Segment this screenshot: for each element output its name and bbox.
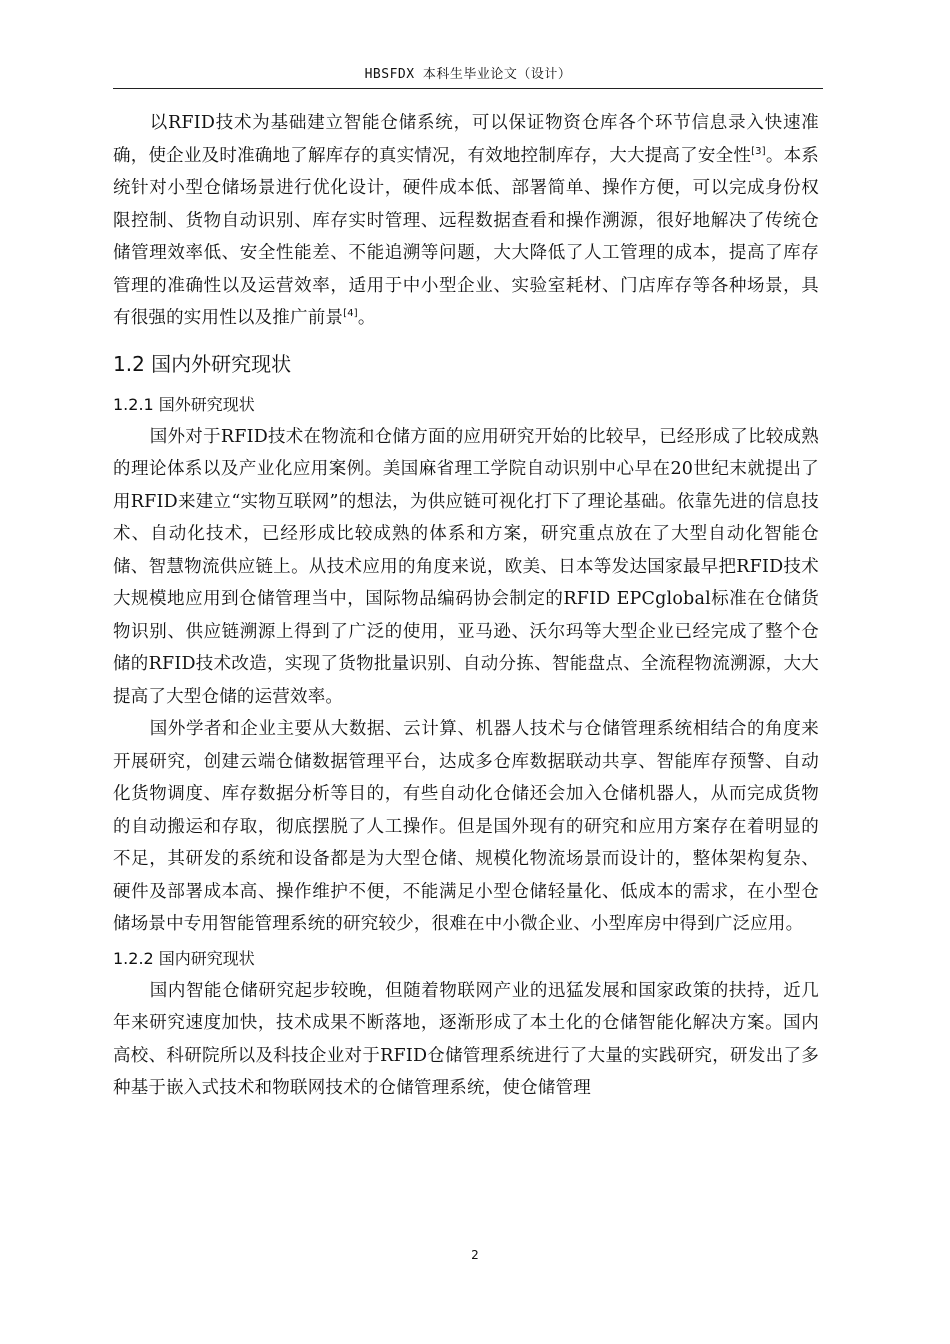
paragraph-text: 。本系统针对小型仓储场景进行优化设计，硬件成本低、部署简单、操作方便，可以完成身份权限控制、货物自动识别、库存实时管理、远程数据查看和操作溯源，很好地解决了传统仓储管理效率低、安全性能差、不能追溯等问题，大大降低了人工管理的成本，提高了库存管理的准确性以及运营效率，适用于中小型企业、实验室耗材、门店库存等各种场景，具有很强的实用性以及推广前景 [113,145,819,328]
citation-4: [4] [343,308,358,320]
subsection-heading-1-2-2: 1.2.2 国内研究现状 [113,948,255,968]
paragraph-foreign-research-1: 国外对于RFID技术在物流和仓储方面的应用研究开始的比较早，已经形成了比较成熟的理论体系以及产业化应用案例。美国麻省理工学院自动识别中心早在20世纪末就提出了用RFID来建立“实物互联网”的想法，为供应链可视化打下了理论基础。依靠先进的信息技术、自动化技术，已经形成比较成熟的体系和方案，研究重点放在了大型自动化智能仓储、智慧物流供应链上。从技术应用的角度来说，欧美、日本等发达国家最早把RFID技术大规模地应用到仓储管理当中，国际物品编码协会制定的RFID EPCglobal标准在仓储货物识别、供应链溯源上得到了广泛的使用，亚马逊、沃尔玛等大型企业已经完成了整个仓储的RFID技术改造，实现了货物批量识别、自动分拣、智能盘点、全流程物流溯源，大大提高了大型仓储的运营效率。 [113,426,819,707]
citation-3: [3] [751,145,766,157]
subsection-heading-1-2-1: 1.2.1 国外研究现状 [113,394,255,414]
paragraph-text: 。 [357,308,376,328]
page-body [113,107,819,1105]
paragraph-intro-summary [113,107,819,335]
paragraph-domestic-research: 国内智能仓储研究起步较晚，但随着物联网产业的迅猛发展和国家政策的扶持，近几年来研究速度加快，技术成果不断落地，逐渐形成了本土化的仓储智能化解决方案。国内高校、科研院所以及科技企业对于RFID仓储管理系统进行了大量的实践研究，研发出了多种基于嵌入式技术和物联网技术的仓储管理系统，使仓储管理 [113,980,819,1098]
page-number: 2 [471,1248,479,1262]
header-rule [113,88,823,89]
paragraph-text: 以RFID技术为基础建立智能仓储系统，可以保证物资仓库各个环节信息录入快速准确，使企业及时准确地了解库存的真实情况，有效地控制库存，大大提高了安全性 [113,113,819,166]
paragraph-foreign-research-2: 国外学者和企业主要从大数据、云计算、机器人技术与仓储管理系统相结合的角度来开展研究，创建云端仓储数据管理平台，达成多仓库数据联动共享、智能库存预警、自动化货物调度、库存数据分析等目的，有些自动化仓储还会加入仓储机器人，从而完成货物的自动搬运和存取，彻底摆脱了人工操作。但是国外现有的研究和应用方案存在着明显的不足，其研发的系统和设备都是为大型仓储、规模化物流场景而设计的，整体架构复杂、硬件及部署成本高、操作维护不便，不能满足小型仓储轻量化、低成本的需求，在小型仓储场景中专用智能管理系统的研究较少，很难在中小微企业、小型库房中得到广泛应用。 [113,719,819,934]
page-header: HBSFDX 本科生毕业论文（设计） [364,67,572,82]
section-heading-1-2: 1.2 国内外研究现状 [113,351,292,376]
